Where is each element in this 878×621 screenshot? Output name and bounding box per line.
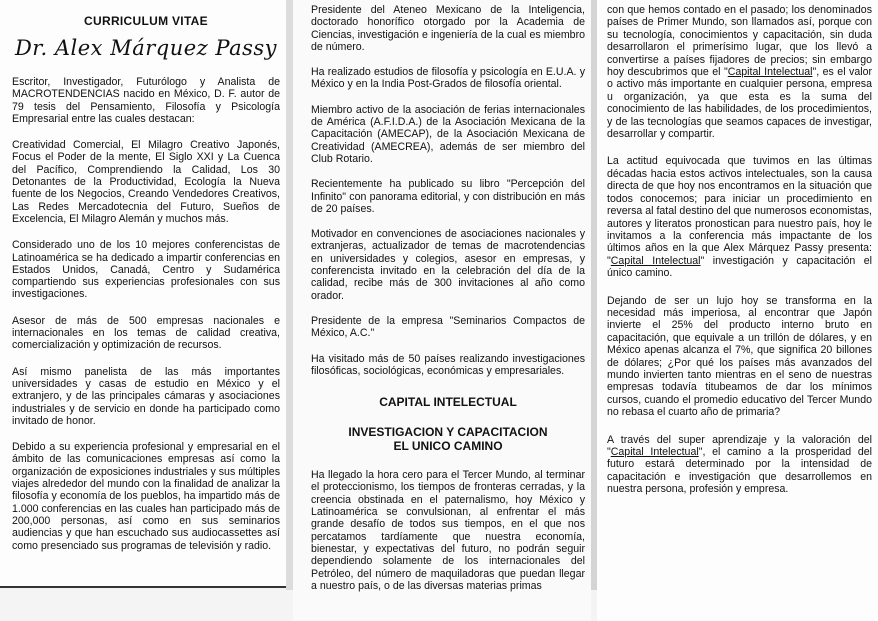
column-curriculum [0,0,286,588]
capital-intelectual-link-text: Capital Intelectual [727,66,813,79]
paragraph: Escritor, Investigador, Futurólogo y Analista de MACROTENDENCIAS nacido en México, D. F. autor de 79 tesis del Pensamiento, Filosofía y Psicología Empresarial entre las cuales destacan: [12,76,280,125]
subheading-line: EL UNICO CAMINO [393,439,503,454]
paragraph [607,434,872,496]
paragraph: Ha llegado la hora cero para el Tercer Mundo, al terminar el proteccionismo, los tiempos de fronteras cerradas, y la creencia obstinada en el paternalismo, hoy México y Latinoamérica se convulsionan, al enfrentar el más grande desafío de todos sus tiempos, en el que nos percatamos tardíamente que nuestra economía, bienestar, y expectativas del futuro, no podrán seguir dependiendo solamente de los internacionales del Petróleo, del número de maquiladoras que puedan llegar a nuestro país, o de las diversas materias primas [311,469,585,592]
paragraph: Presidente de la empresa "Seminarios Compactos de México, A.C." [311,314,585,340]
text-run: con que hemos contado en el pasado; los denominados países de Primer Mundo, son llamados así, porque con su tecnología, conocimientos y capacitación, sin duda desarrollaron el primerísimo lugar, que los llevó a convertirse a países fijadores de precios; sin embargo hoy descubrimos que el " [607,4,872,79]
subheading-line: INVESTIGACION Y CAPACITACION [348,425,548,440]
paragraph: Asesor de más de 500 empresas nacionales e internacionales en los temas de calidad creativa, comercialización y optimización de recursos. [12,314,280,352]
section-subheading [311,425,585,453]
column-middle [293,0,591,621]
cv-title: CURRICULUM VITAE [84,14,208,28]
paragraph: Así mismo panelista de las más importantes universidades y casas de estudio en México y el extranjero, y de las principales cámaras y asociaciones industriales y de servicio en donde ha participado como invitado de honor. [12,365,280,427]
text-run: ", el camino a la prosperidad del futuro estará determinado por la intensidad de capacitación e investigación que desarrollemos en nuestra persona, profesión y empresa. [607,446,872,496]
paragraph: Debido a su experiencia profesional y empresarial en el ámbito de las comunicaciones empresas así como la organización de exposiciones industriales y sus múltiples viajes alrededor del mundo con la finalidad de analizar la filosofía y economía de los pueblos, ha impartido más de 1.000 conferencias en las cuales han participado más de 200,000 personas, así como en sus seminarios audiencias y que han escuchado sus audiocassettes así como presenciado sus programas de televisión y radio. [12,441,280,552]
capital-intelectual-link-text: Capital Intelectual [610,254,701,267]
text-run: ", es el valor o activo más importante en cualquier persona, empresa u organización, ya que esta es la suma del conocimiento de las habilidades, de los procedimientos, y de las tecnologías que seamos capaces de investigar, desarrollar y compartir. [607,66,872,141]
paragraph: Ha realizado estudios de filosofía y psicología en E.U.A. y México y en la India Post-Grados de filosofía oriental. [311,66,585,91]
text-run: La actitud equivocada que tuvimos en las últimas décadas hacia estos activos intelectuales, son la causa directa de que hoy nos encontramos en la situación que todos conocemos; para iniciar un procedimiento en reversa al fatal destino del que numerosos economistas, autores y literatos pronostican para nuestro país, hoy le invitamos a la conferencia más impactante de los últimos años en la que Alex Márquez Passy presenta: " [607,155,872,267]
capital-intelectual-link-text: Capital Intelectual [610,446,699,458]
paragraph: Considerado uno de los 10 mejores conferencistas de Latinoamérica se ha dedicado a impartir conferencias en Estados Unidos, Canadá, Centro y Sudamérica compartiendo sus experiencias profesionales con sus investigaciones. [12,239,280,301]
paragraph: Creatividad Comercial, El Milagro Creativo Japonés, Focus el Poder de la mente, El Siglo XXI y La Cuenca del Pacífico, Comprendiendo la Calidad, Los 30 Detonantes de la Productividad, Ecología la Nueva fuente de los Negocios, Creando Vendedores Creativos, Las Redes Mercadotecnia del Futuro, Sueños de Excelencia, El Milagro Alemán y muchos más. [12,139,280,225]
author-name-signature: Dr. Alex Márquez Passy [14,36,278,60]
paragraph: Ha visitado más de 50 países realizando investigaciones filosóficas, sociológicas, económicas y empresariales. [311,352,585,377]
paragraph: Recientemente ha publicado su libro "Percepción del Infinito" con panorama editorial, y con distribución en más de 20 países. [311,178,585,215]
paragraph: Motivador en convenciones de asociaciones nacionales y extranjeras, actualizador de temas de macrotendencias en universidades y colegios, asesor en empresas, y conferencista invitado en la celebración del día de la calidad, recibe más de 300 invitaciones al año como orador. [311,228,585,302]
text-run: A través del super aprendizaje y la valoración del " [607,433,872,458]
page-fold-left [286,0,293,621]
paragraph [607,155,872,279]
section-heading: CAPITAL INTELECTUAL [379,395,517,410]
paragraph: Miembro activo de la asociación de ferias internacionales de América (A.F.I.D.A.) de la Asociación Mexicana de la Capacitación (AMECAP), de la Asociación Mexicana de Creatividad (AMECREA), además de ser miembro del Club Rotario. [311,103,585,165]
text-run: " investigación y capacitación el único camino. [607,254,872,280]
paragraph: Dejando de ser un lujo hoy se transforma en la necesidad más imperiosa, al encontrar que Japón invierte el 25% del producto interno bruto en capacitación, que equivale a un trillón de dólares, y en México apenas alcanza el 7%, que significa 20 billones de dólares; ¿Por qué los países más avanzados del mundo invierten tanto mientras en el seno de nuestras empresas todavía titubeamos de dar los mínimos cursos, cuando el promedio educativo del Tercer Mundo no rebasa el cuarto año de primaria? [607,294,872,419]
column-right [597,0,878,621]
paragraph: Presidente del Ateneo Mexicano de la Inteligencia, doctorado honorífico otorgado por la Academia de Ciencias, investigación e ingeniería de la cual es miembro de número. [311,4,585,53]
paragraph [607,4,872,140]
